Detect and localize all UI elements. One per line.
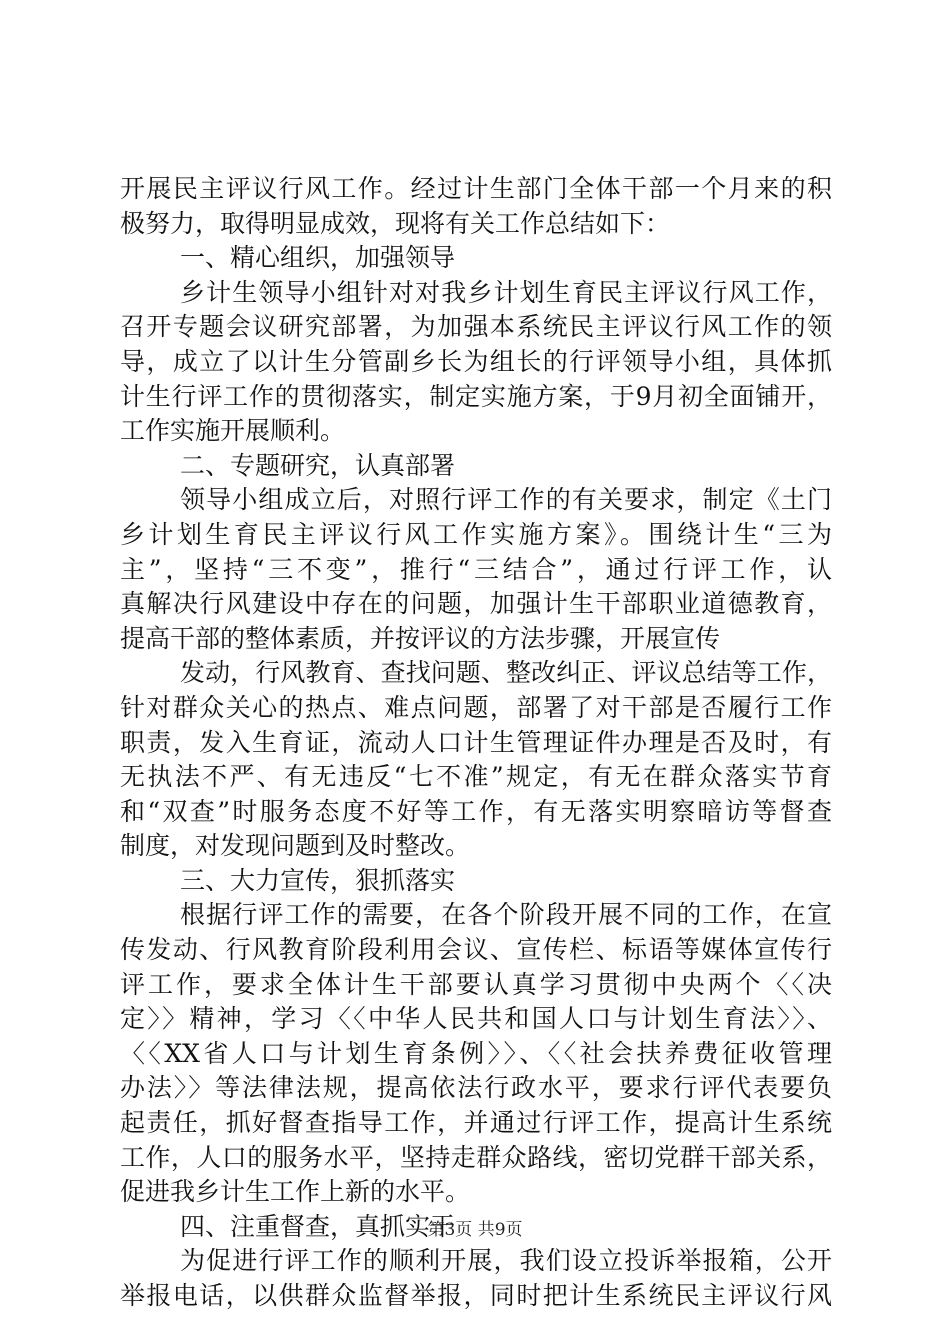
- text-line: 为促进行评工作的顺利开展，我们设立投诉举报箱，公开: [180, 1246, 832, 1276]
- text-line: 和“双查”时服务态度不好等工作，有无落实明察暗访等督查: [120, 796, 832, 826]
- text-line: 无执法不严、有无违反“七不准”规定，有无在群众落实节育: [120, 762, 832, 792]
- section-heading: 一、精心组织，加强领导: [180, 243, 456, 273]
- text-line: 极努力，取得明显成效，现将有关工作总结如下：: [120, 208, 671, 238]
- text-line: 制度，对发现问题到及时整改。: [120, 831, 471, 861]
- document-body: [120, 172, 832, 1314]
- page-footer: 第3页 共9页: [427, 1220, 523, 1240]
- text-line: 工作，人口的服务水平，坚持走群众路线，密切党群干部关系，: [120, 1142, 832, 1172]
- text-line: 评工作，要求全体计生干部要认真学习贯彻中央两个〈〈决: [120, 969, 832, 999]
- text-line: 根据行评工作的需要，在各个阶段开展不同的工作，在宣: [180, 900, 832, 930]
- text-line: 发动，行风教育、查找问题、整改纠正、评议总结等工作，: [180, 658, 832, 688]
- text-line: 起责任，抓好督查指导工作，并通过行评工作，提高计生系统: [120, 1108, 832, 1138]
- section-heading: 四、注重督查，真抓实干: [180, 1211, 456, 1241]
- text-line: 领导小组成立后，对照行评工作的有关要求，制定《土门: [180, 485, 832, 515]
- text-line: 开展民主评议行风工作。经过计生部门全体干部一个月来的积: [120, 174, 832, 203]
- text-line: 导，成立了以计生分管副乡长为组长的行评领导小组，具体抓: [120, 346, 832, 376]
- text-line: 乡计生领导小组针对对我乡计划生育民主评议行风工作，: [180, 277, 832, 307]
- text-line: 〈〈XX省人口与计划生育条例〉〉、〈〈社会扶养费征收管理: [120, 1038, 832, 1068]
- text-line: 定〉〉精神，学习〈〈中华人民共和国人口与计划生育法〉〉、: [120, 1004, 832, 1034]
- section-heading: 三、大力宣传，狠抓落实: [180, 865, 456, 895]
- text-line: 传发动、行风教育阶段利用会议、宣传栏、标语等媒体宣传行: [120, 935, 832, 965]
- text-line: 职责，发入生育证，流动人口计生管理证件办理是否及时，有: [120, 727, 832, 757]
- text-line: 办法〉〉等法律法规，提高依法行政水平，要求行评代表要负: [120, 1073, 832, 1103]
- text-line: 召开专题会议研究部署，为加强本系统民主评议行风工作的领: [120, 312, 832, 342]
- text-line: 计生行评工作的贯彻落实，制定实施方案，于9月初全面铺开，: [120, 381, 832, 411]
- section-heading: 二、专题研究，认真部署: [180, 450, 456, 480]
- text-line: 举报电话，以供群众监督举报，同时把计生系统民主评议行风: [120, 1281, 832, 1310]
- text-line: 促进我乡计生工作上新的水平。: [120, 1177, 471, 1207]
- text-line: 提高干部的整体素质，并按评议的方法步骤，开展宣传: [120, 623, 721, 653]
- text-line: 乡计划生育民主评议行风工作实施方案》。围绕计生“三为: [120, 519, 832, 549]
- text-line: 针对群众关心的热点、难点问题，部署了对干部是否履行工作: [120, 692, 832, 722]
- text-line: 工作实施开展顺利。: [120, 416, 346, 446]
- text-line: 真解决行风建设中存在的问题，加强计生干部职业道德教育，: [120, 589, 832, 619]
- text-line: 主”，坚持“三不变”，推行“三结合”，通过行评工作，认: [120, 554, 832, 584]
